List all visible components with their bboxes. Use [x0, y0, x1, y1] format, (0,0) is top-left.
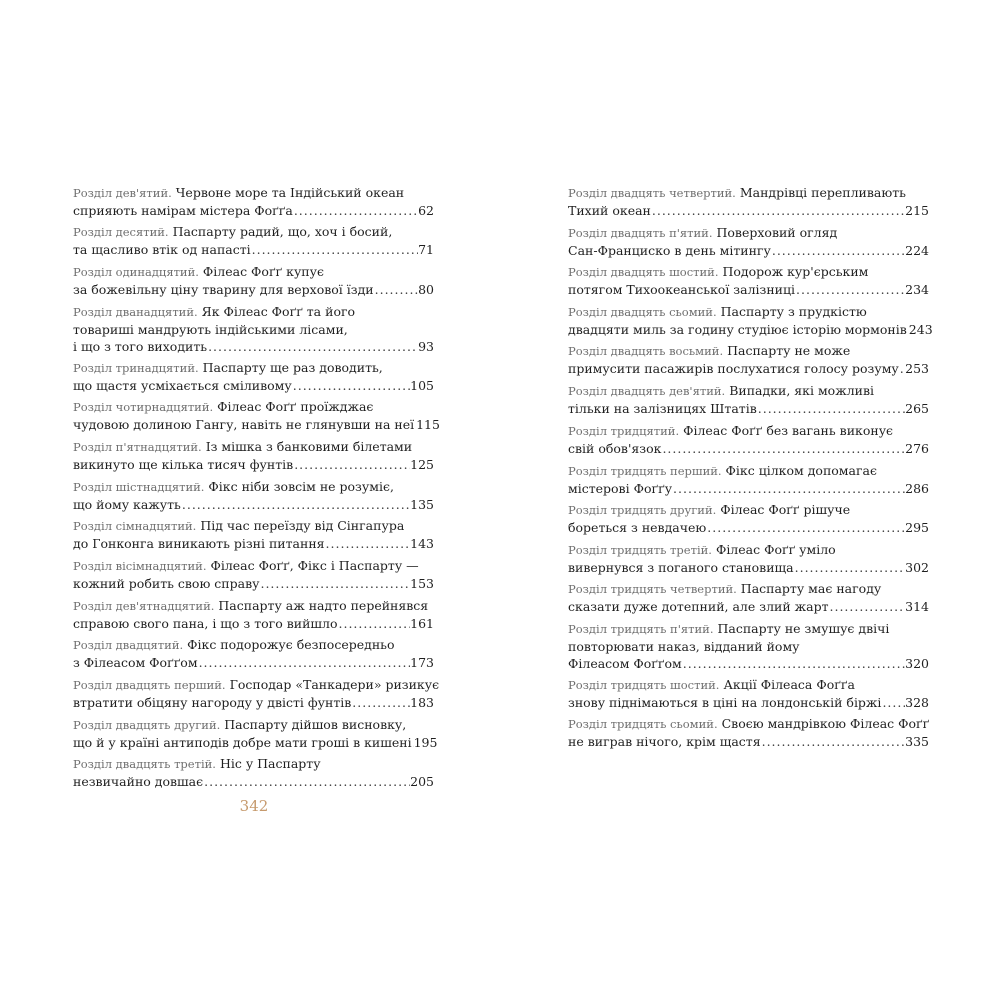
page-ref: 320	[905, 656, 929, 672]
dot-leader	[181, 496, 410, 513]
toc-entry-head	[568, 676, 929, 694]
chapter-title-line: товариші мандрують індійськими лісами,	[73, 322, 348, 338]
toc-entry-head	[568, 382, 929, 400]
chapter-title-start: Поверховий огляд	[716, 225, 838, 240]
chapter-title-start: Під час переїзду від Сінгапура	[200, 518, 405, 533]
chapter-title-start: Фікс подорожує безпосередньо	[187, 637, 395, 652]
dot-leader	[795, 281, 905, 298]
dot-leader	[198, 654, 411, 671]
toc-entry	[568, 676, 929, 711]
chapter-label: Розділ сімнадцятий.	[73, 519, 197, 533]
toc-entry-head	[73, 716, 434, 734]
dot-leader	[293, 456, 410, 473]
chapter-title-end: сказати дуже дотепний, але злий жарт	[568, 599, 829, 615]
dot-leader	[672, 480, 905, 497]
chapter-label: Розділ дев'ятнадцятий.	[73, 599, 215, 613]
toc-entry	[73, 755, 434, 790]
dot-leader	[651, 202, 905, 219]
chapter-label: Розділ двадцятий.	[73, 638, 184, 652]
page-ref: 161	[410, 616, 434, 632]
toc-entry	[73, 223, 434, 258]
toc-entry-head	[568, 303, 929, 321]
toc-entry-last-line	[73, 615, 434, 632]
chapter-title-end: містерові Фоґґу	[568, 481, 673, 497]
chapter-label: Розділ двадцять п'ятий.	[568, 226, 713, 240]
chapter-title-start: Подорож кур'єрським	[722, 264, 869, 279]
chapter-label: Розділ одинадцятий.	[73, 265, 199, 279]
dot-leader	[338, 615, 411, 632]
toc-entry	[73, 184, 434, 219]
toc-entry-head	[568, 462, 929, 480]
chapter-title-start: Мандрівці перепливають	[739, 185, 906, 200]
chapter-title-start: Фікс цілком допомагає	[725, 463, 877, 478]
chapter-title-end: справою свого пана, і що з того вийшло	[73, 616, 338, 632]
toc-entry-head	[73, 184, 434, 202]
toc-entry-last-line	[568, 655, 929, 672]
toc-entry-head	[568, 580, 929, 598]
toc-entry-last-line	[568, 400, 929, 417]
toc-entry-head	[568, 224, 929, 242]
toc-entry-head	[73, 223, 434, 241]
page-ref: 93	[418, 339, 434, 355]
chapter-title-end: викинуто ще кілька тисяч фунтів	[73, 457, 294, 473]
chapter-label: Розділ тридцять перший.	[568, 464, 722, 478]
toc-entry-last-line	[568, 360, 929, 377]
chapter-label: Розділ двадцять четвертий.	[568, 186, 736, 200]
toc-entry-last-line	[568, 281, 929, 298]
chapter-title-end: бореться з невдачею	[568, 520, 707, 536]
chapter-title-end: знову піднімаються в ціні на лондонській біржі	[568, 695, 882, 711]
page-ref: 195	[413, 735, 438, 751]
dot-leader	[325, 535, 411, 552]
chapter-label: Розділ тринадцятий.	[73, 361, 199, 375]
toc-entry-head	[73, 398, 434, 416]
page-ref: 276	[905, 441, 929, 457]
toc-entry-head	[73, 478, 434, 496]
chapter-title-end: що й у країні антиподів добре мати гроші в кишені	[73, 735, 412, 751]
chapter-title-start: Паспарту радий, що, хоч і босий,	[172, 224, 393, 239]
chapter-label: Розділ двадцять перший.	[73, 678, 226, 692]
dot-leader	[351, 694, 410, 711]
dot-leader	[881, 694, 905, 711]
toc-entry-last-line	[73, 241, 434, 258]
chapter-label: Розділ двадцять шостий.	[568, 265, 719, 279]
page-ref: 143	[410, 536, 434, 552]
dot-leader	[259, 575, 410, 592]
toc-entry	[73, 517, 434, 552]
toc-entry	[568, 715, 929, 750]
toc-entry-head	[73, 597, 434, 615]
toc-entry-last-line	[568, 519, 929, 536]
toc-entry	[73, 359, 434, 394]
page-ref: 105	[410, 378, 434, 394]
toc-entry-head	[73, 636, 434, 654]
toc-entry-last-line	[568, 598, 929, 615]
chapter-title-start: Фікс ніби зовсім не розуміє,	[208, 479, 394, 494]
chapter-title-start: Червоне море та Індійський океан	[175, 185, 405, 200]
chapter-title-end: Сан-Франциско в день мітингу	[568, 243, 771, 259]
toc-entry	[568, 342, 929, 377]
toc-entry-head	[568, 541, 929, 559]
chapter-title-end: примусити пасажирів послухатися голосу розуму	[568, 361, 899, 377]
dot-leader	[203, 773, 410, 790]
dot-leader	[794, 559, 906, 576]
chapter-title-end: і що з того виходить	[73, 339, 208, 355]
chapter-label: Розділ дванадцятий.	[73, 305, 198, 319]
chapter-title-start: Паспарту не може	[727, 343, 851, 358]
toc-entry-head	[568, 620, 929, 638]
page-number: 342	[239, 797, 269, 815]
chapter-title-start: Паспарту має нагоду	[740, 581, 882, 596]
page-ref: 265	[905, 401, 929, 417]
toc-entry-head	[73, 303, 434, 321]
toc-entry	[568, 184, 929, 219]
page-ref: 215	[905, 203, 929, 219]
chapter-label: Розділ двадцять сьомий.	[568, 305, 717, 319]
toc-entry-head	[568, 342, 929, 360]
dot-leader	[829, 598, 906, 615]
dot-leader	[706, 519, 905, 536]
page-ref: 62	[418, 203, 434, 219]
chapter-title-end: кожний робить свою справу	[73, 576, 260, 592]
chapter-label: Розділ дев'ятий.	[73, 186, 172, 200]
chapter-label: Розділ вісімнадцятий.	[73, 559, 207, 573]
page-ref: 302	[905, 560, 929, 576]
chapter-title-start: Із мішка з банковими білетами	[205, 439, 413, 454]
chapter-label: Розділ тридцять шостий.	[568, 678, 720, 692]
chapter-title-start: Філеас Фоґґ рішуче	[720, 502, 851, 517]
dot-leader	[757, 400, 905, 417]
chapter-title-end: що щастя усміхається сміливому	[73, 378, 292, 394]
chapter-title-start: Паспарту не змушує двічі	[717, 621, 890, 636]
toc-entry-last-line	[568, 440, 929, 457]
dot-leader	[292, 377, 410, 394]
toc-entry	[568, 580, 929, 615]
chapter-title-end: та щасливо втік од напасті	[73, 242, 251, 258]
chapter-title-end: потягом Тихоокеанської залізниці	[568, 282, 796, 298]
dot-leader	[207, 338, 418, 355]
toc-entry	[568, 382, 929, 417]
page-ref: 314	[905, 599, 929, 615]
toc-entry-last-line	[568, 733, 929, 750]
toc-entry	[73, 478, 434, 513]
toc-entry-head	[73, 263, 434, 281]
chapter-label: Розділ двадцять дев'ятий.	[568, 384, 726, 398]
toc-entry-last-line	[568, 321, 933, 338]
toc-entry-last-line	[73, 456, 434, 473]
page-ref: 253	[905, 361, 929, 377]
toc-entry	[73, 676, 440, 711]
chapter-title-start: Ніс у Паспарту	[219, 756, 321, 771]
toc-entry	[568, 541, 929, 576]
chapter-title-end: з Філеасом Фоґґом	[73, 655, 198, 671]
chapter-title-end: чудовою долиною Гангу, навіть не глянувши на неї	[73, 417, 415, 433]
chapter-label: Розділ двадцять третій.	[73, 757, 216, 771]
toc-entry-head	[73, 517, 434, 535]
chapter-title-start: Філеас Фоґґ купує	[202, 264, 324, 279]
toc-entry	[568, 422, 929, 457]
toc-entry-last-line	[73, 654, 434, 671]
toc-entry-last-line	[568, 559, 929, 576]
page-ref: 295	[905, 520, 929, 536]
page-ref: 173	[410, 655, 434, 671]
chapter-label: Розділ п'ятнадцятий.	[73, 440, 202, 454]
chapter-title-start: Паспарту дійшов висновку,	[224, 717, 407, 732]
dot-leader	[251, 241, 418, 258]
chapter-title-end: двадцяти миль за годину студіює історію мормонів	[568, 322, 907, 338]
chapter-label: Розділ чотирнадцятий.	[73, 400, 214, 414]
toc-entry-head	[568, 184, 929, 202]
toc-entry-head	[73, 438, 434, 456]
chapter-label: Розділ тридцятий.	[568, 424, 680, 438]
dot-leader	[374, 281, 418, 298]
toc-entry-last-line	[73, 202, 434, 219]
page-ref: 135	[410, 497, 434, 513]
chapter-title-start: Випадки, які можливі	[729, 383, 874, 398]
toc-entry-last-line	[73, 496, 434, 513]
chapter-title-end: за божевільну ціну тварину для верхової їзди	[73, 282, 374, 298]
page-ref: 115	[416, 417, 440, 433]
toc-entry-last-line	[73, 575, 434, 592]
toc-entry-head	[73, 557, 434, 575]
toc-entry	[568, 303, 933, 338]
toc-entry-head	[73, 359, 434, 377]
page-ref: 183	[410, 695, 434, 711]
page-ref: 205	[410, 774, 434, 790]
toc-entry-last-line	[568, 480, 929, 497]
dot-leader	[661, 440, 905, 457]
chapter-title-start: Паспарту аж надто перейнявся	[218, 598, 429, 613]
toc-entry	[73, 557, 434, 592]
chapter-title-end: сприяють намірам містера Фоґґа	[73, 203, 293, 219]
toc-entry	[568, 501, 929, 536]
dot-leader	[761, 733, 906, 750]
toc-entry-head	[568, 263, 929, 281]
toc-entry-last-line	[568, 242, 929, 259]
page-ref: 153	[410, 576, 434, 592]
chapter-title-start: Філеас Фоґґ без вагань виконує	[683, 423, 894, 438]
toc-entry-last-line	[73, 338, 434, 355]
toc-entry-last-line	[73, 535, 434, 552]
chapter-title-start: Паспарту ще раз доводить,	[202, 360, 383, 375]
toc-entry-last-line	[73, 694, 434, 711]
chapter-label: Розділ двадцять другий.	[73, 718, 221, 732]
chapter-label: Розділ тридцять третій.	[568, 543, 712, 557]
page-ref: 286	[905, 481, 929, 497]
chapter-title-end: Філеасом Фоґґом	[568, 656, 682, 672]
toc-entry-head	[568, 501, 929, 519]
chapter-label: Розділ тридцять четвертий.	[568, 582, 737, 596]
chapter-title-end: Тихий океан	[568, 203, 651, 219]
chapter-title-end: вивернувся з поганого становища	[568, 560, 794, 576]
chapter-title-start: Господар «Танкадери» ризикує	[229, 677, 440, 692]
toc-entry-last-line	[73, 773, 434, 790]
chapter-title-line: повторювати наказ, відданий йому	[568, 639, 800, 655]
toc-entry-last-line	[73, 377, 434, 394]
page-ref: 243	[908, 322, 933, 338]
chapter-title-end: не виграв нічого, крім щастя	[568, 734, 761, 750]
dot-leader	[771, 242, 905, 259]
chapter-title-end: втратити обіцяну нагороду у двісті фунтів	[73, 695, 352, 711]
chapter-label: Розділ тридцять п'ятий.	[568, 622, 714, 636]
chapter-title-start: Як Філеас Фоґґ та його	[201, 304, 356, 319]
chapter-title-end: тільки на залізницях Штатів	[568, 401, 757, 417]
dot-leader	[682, 655, 905, 672]
toc-entry-head	[568, 422, 929, 440]
toc-entry	[568, 224, 929, 259]
toc-entry	[73, 263, 434, 298]
toc-entry	[73, 303, 434, 356]
chapter-title-start: Філеас Фоґґ проїжджає	[217, 399, 374, 414]
toc-entry-last-line	[73, 416, 440, 433]
chapter-label: Розділ тридцять другий.	[568, 503, 717, 517]
chapter-label: Розділ десятий.	[73, 225, 169, 239]
page-ref: 71	[418, 242, 434, 258]
page-ref: 125	[410, 457, 434, 473]
toc-entry-last-line	[73, 281, 434, 298]
toc-entry-last-line	[568, 202, 929, 219]
page-ref: 234	[905, 282, 929, 298]
chapter-title-start: Своєю мандрівкою Філеас Фоґґ	[721, 716, 930, 731]
toc-entry	[73, 597, 434, 632]
chapter-title-start: Паспарту з прудкістю	[720, 304, 867, 319]
toc-entry	[568, 620, 929, 673]
toc-entry-last-line	[73, 734, 438, 751]
chapter-title-end: незвичайно довшає	[73, 774, 204, 790]
toc-entry	[73, 716, 438, 751]
page-ref: 80	[418, 282, 434, 298]
chapter-title-end: свій обов'язок	[568, 441, 662, 457]
chapter-title-start: Акції Філеаса Фоґґа	[723, 677, 855, 692]
chapter-title-end: до Гонконга виникають різні питання	[73, 536, 325, 552]
dot-leader	[293, 202, 418, 219]
chapter-label: Розділ двадцять восьмий.	[568, 344, 724, 358]
toc-entry	[73, 636, 434, 671]
toc-entry-head	[73, 676, 440, 694]
toc-entry	[73, 398, 440, 433]
toc-entry	[568, 263, 929, 298]
page-ref: 335	[905, 734, 929, 750]
chapter-label: Розділ тридцять сьомий.	[568, 717, 718, 731]
chapter-title-end: що йому кажуть	[73, 497, 181, 513]
toc-entry	[73, 438, 434, 473]
page-ref: 224	[905, 243, 929, 259]
toc-entry-head	[73, 755, 434, 773]
chapter-label: Розділ шістнадцятий.	[73, 480, 205, 494]
chapter-title-start: Філеас Фоґґ уміло	[715, 542, 836, 557]
page-ref: 328	[905, 695, 929, 711]
toc-entry-head	[568, 715, 929, 733]
toc-entry	[568, 462, 929, 497]
toc-entry-last-line	[568, 694, 929, 711]
chapter-title-start: Філеас Фоґґ, Фікс і Паспарту —	[210, 558, 419, 573]
